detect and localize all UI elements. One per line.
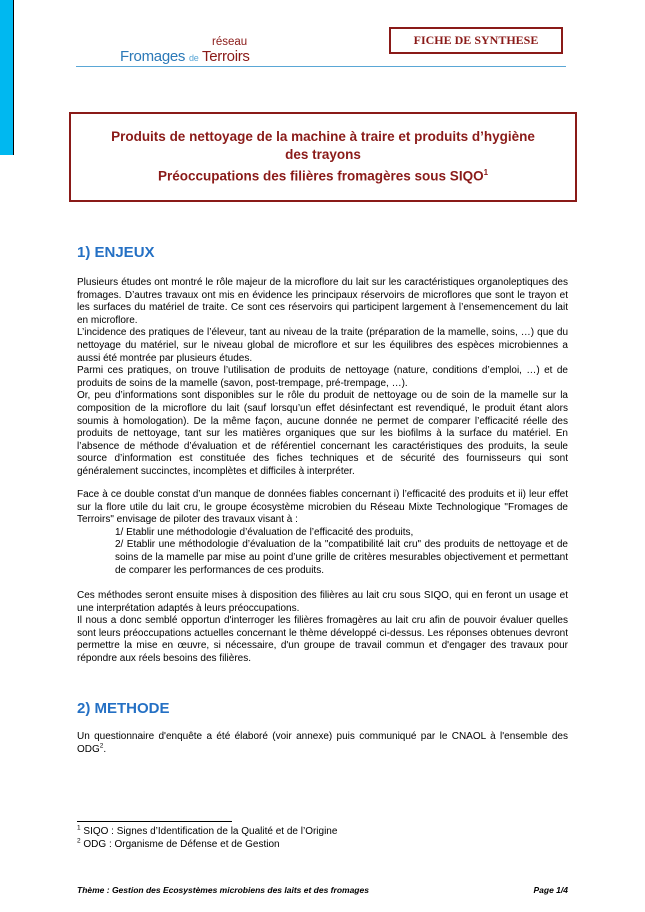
fiche-label: FICHE DE SYNTHESE: [413, 33, 539, 47]
paragraph: Il nous a donc semblé opportun d'interroger les filières fromagères au lait cru afin de pouvoir évaluer quelles sont leurs préoccupations actuelles concernant le thème développé ci-dessus. Les réponses obtenues devront permettre la mise en œuvre, si nécessaire, d'un groupe de travail commun et d'engager des travaux pour répondre aux réels besoins des filières.: [77, 615, 568, 664]
side-tab: [0, 0, 14, 155]
paragraph: Face à ce double constat d’un manque de données fiables concernant i) l’efficacité des produits et ii) leur effet sur la flore utile du lait cru, le groupe écosystème microbien du Réseau Mixte Technologique "Fromages de Terroirs" envisage de piloter des travaux visant à :: [77, 489, 568, 526]
section-heading-methode: 2) METHODE: [77, 700, 170, 717]
methode-body: [77, 731, 568, 756]
footnote-2: [77, 839, 337, 852]
header-rule: [76, 66, 566, 67]
logo-terroirs: Terroirs: [202, 48, 250, 65]
fiche-label-box: [389, 27, 563, 54]
list-item: 1/ Etablir une méthodologie d’évaluation de l’efficacité des produits,: [115, 526, 414, 538]
title-line-1: Produits de nettoyage de la machine à traire et produits d’hygiène: [111, 129, 535, 145]
footnote-2-num: 2: [77, 837, 81, 845]
logo: [72, 28, 272, 76]
logo-main-text: [120, 48, 250, 65]
title-line-2: des trayons: [285, 147, 361, 163]
footnote-1: [77, 826, 337, 839]
paragraph: Ces méthodes seront ensuite mises à disposition des filières au lait cru sous SIQO, qui en feront un usage et une interprétation adaptés à leurs préoccupations.: [77, 590, 568, 614]
enjeux-body-3: [77, 590, 568, 666]
title-line-3-text: Préoccupations des filières fromagères sous SIQO: [157, 168, 484, 184]
title-line-3: [158, 164, 488, 186]
footnote-1-text: SIQO : Signes d’Identification de la Qualité et de l’Origine: [80, 826, 338, 837]
footnote-rule: [77, 821, 232, 822]
section-heading-enjeux: 1) ENJEUX: [77, 244, 155, 261]
paragraph: Or, peu d’informations sont disponibles sur le rôle du produit de nettoyage ou de soin de la mamelle sur la composition de la microflore du lait (sauf lorsqu’un effet désinfectant est revendiqué, le produit étant alors soumis à homologation). De la même façon, aucune donnée ne permet de comparer l’efficacité réelle des produits de nettoyage, tant sur les matières organiques que sur les biofilms à la surface du matériel. En l’absence de méthode d’évaluation et de référentiel concernant les caractéristiques des produits, la seule source d’information est constituée des fiches techniques et de sécurité des fournisseurs qui sont généralement succinctes, incomplètes et difficiles à interpréter.: [77, 390, 568, 477]
logo-fromages: Fromages: [120, 48, 186, 65]
logo-de: de: [189, 53, 199, 63]
footer-page-number: Page 1/4: [533, 885, 568, 895]
paragraph: L’incidence des pratiques de l’éleveur, tant au niveau de la traite (préparation de la mamelle, soins, …) que du nettoyage du matériel, sur le niveau global de microflore et sur les équilibres des espèces microbiennes a aussi été montrée par plusieurs études.: [77, 327, 568, 364]
paragraph: [77, 731, 568, 756]
footnote-1-num: 1: [77, 824, 81, 832]
footnote-2-text: ODG : Organisme de Défense et de Gestion: [80, 838, 280, 850]
list-item: 2/ Etablir une méthodologie d’évaluation de la "compatibilité lait cru" des produits de nettoyage et de soins de la mamelle par mise au point d’une grille de critères mesurables objectivement et permettant de comparer les performances de ces produits.: [115, 539, 568, 576]
footer-theme: Thème : Gestion des Ecosystèmes microbiens des laits et des fromages: [77, 885, 369, 895]
enjeux-body-1: [77, 277, 568, 479]
title-box: [69, 112, 577, 202]
footnotes: [77, 826, 337, 851]
paragraph: Parmi ces pratiques, on trouve l’utilisation de produits de nettoyage (nature, conditions d’emploi, …) et de produits de soins de la mamelle (savon, post-trempage, pré-trempage, …).: [77, 365, 568, 389]
methode-text: Un questionnaire d'enquête a été élaboré (voir annexe) puis communiqué par le CNAOL à l'ensemble des ODG: [77, 731, 568, 755]
methode-text-end: .: [103, 743, 107, 755]
title-footnote-ref: 1: [483, 168, 489, 178]
paragraph: Plusieurs études ont montré le rôle majeur de la microflore du lait sur les caractéristiques organoleptiques des fromages. D’autres travaux ont mis en évidence les principaux réservoirs de microflores que sont le trayon et les surfaces du matériel de traite. Ce sont ces réservoirs qui participent largement à l’ensemencement du lait en microflore.: [77, 277, 568, 326]
methode-footnote-ref: 2: [99, 742, 104, 750]
enjeux-body-2: [77, 489, 568, 577]
logo-reseau-text: réseau: [212, 36, 248, 48]
